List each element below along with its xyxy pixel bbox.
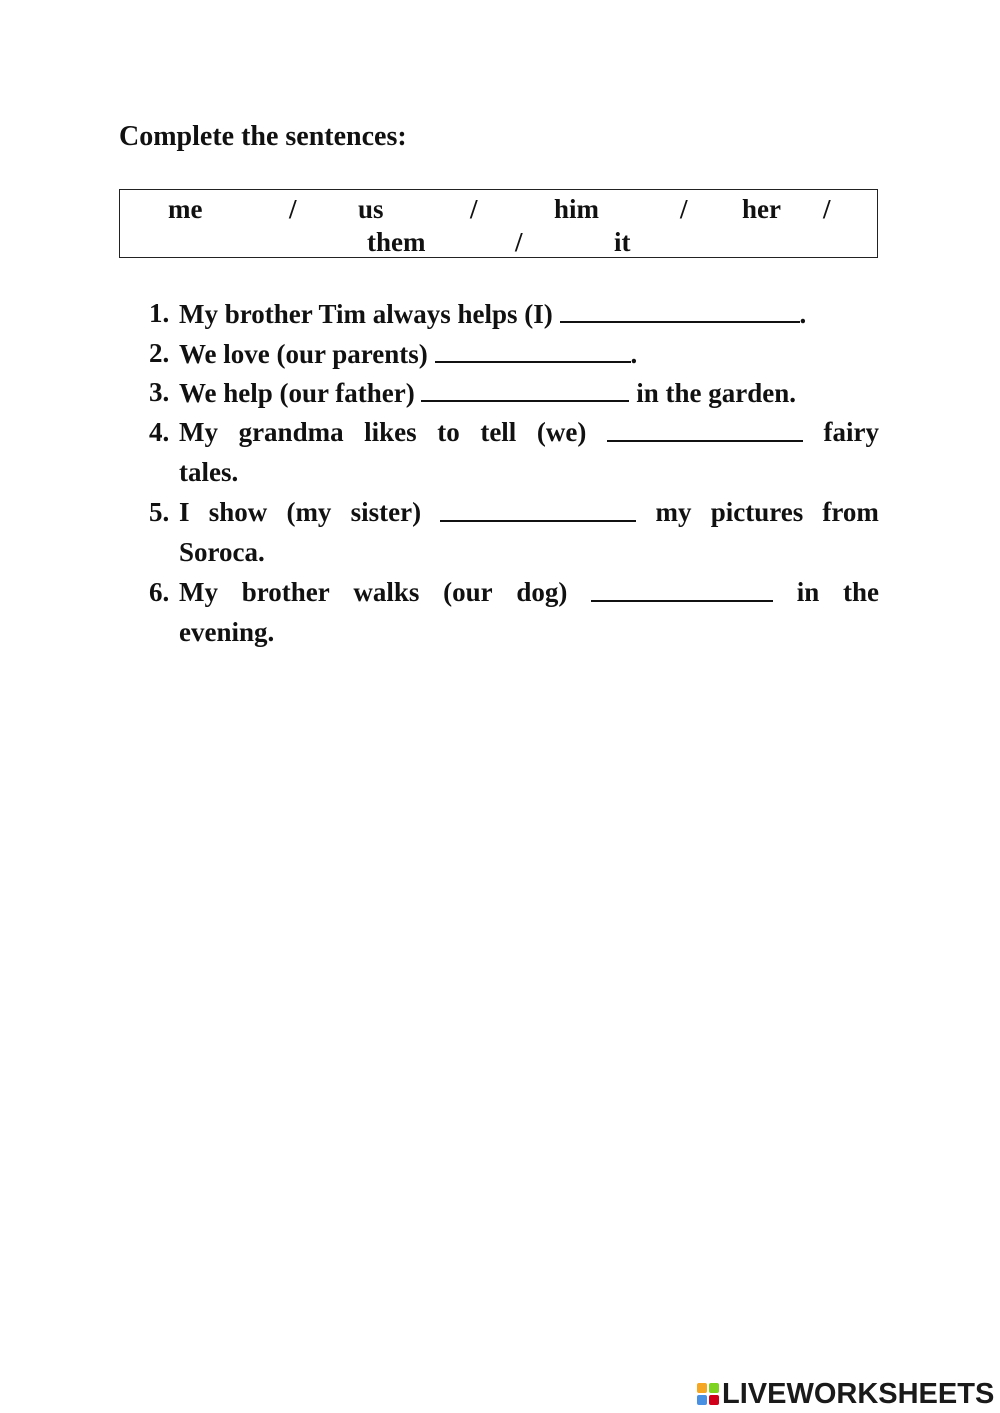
question-text: I show (my sister) my pictures from [179,492,879,532]
question-text-continued: tales. [179,457,239,487]
word-bank-word: him [554,194,600,224]
worksheet-title: Complete the sentences: [119,121,407,152]
question-item [149,492,879,572]
question-text: We help (our father) in the garden. [179,372,879,413]
logo-square [697,1383,707,1393]
word-bank-separator: / [680,194,688,224]
question-item [149,412,879,492]
question-number: 6. [149,577,170,607]
liveworksheets-logo [697,1378,994,1410]
question-number: 1. [149,298,170,328]
question-number: 4. [149,417,170,447]
question-text: My brother walks (our dog) in the [179,572,879,612]
word-bank-word: them [367,227,426,257]
answer-blank[interactable] [591,572,773,602]
word-bank-word: her [742,194,781,224]
question-text: My grandma likes to tell (we) fairy [179,412,879,452]
word-bank-separator: / [470,194,478,224]
question-text: We love (our parents) . [179,333,879,374]
word-bank-word: it [614,227,631,257]
word-bank-word: me [168,194,203,224]
question-text-continued: evening. [179,617,275,647]
logo-square [697,1395,707,1405]
answer-blank[interactable] [435,333,631,363]
word-bank-separator: / [515,227,523,257]
liveworksheets-logo-icon [697,1383,719,1405]
question-number: 5. [149,497,170,527]
word-bank-separator: / [289,194,297,224]
logo-square [709,1395,719,1405]
question-text: My brother Tim always helps (I) . [179,293,879,334]
word-bank-box [119,189,878,258]
answer-blank[interactable] [560,293,800,323]
word-bank-separator: / [823,194,831,224]
question-number: 3. [149,377,170,407]
question-text-continued: Soroca. [179,537,265,567]
answer-blank[interactable] [421,372,629,402]
logo-square [709,1383,719,1393]
question-number: 2. [149,338,170,368]
answer-blank[interactable] [440,492,636,522]
liveworksheets-logo-text: LIVEWORKSHEETS [722,1377,995,1410]
question-item [149,572,879,652]
answer-blank[interactable] [607,412,803,442]
word-bank-word: us [358,194,384,224]
